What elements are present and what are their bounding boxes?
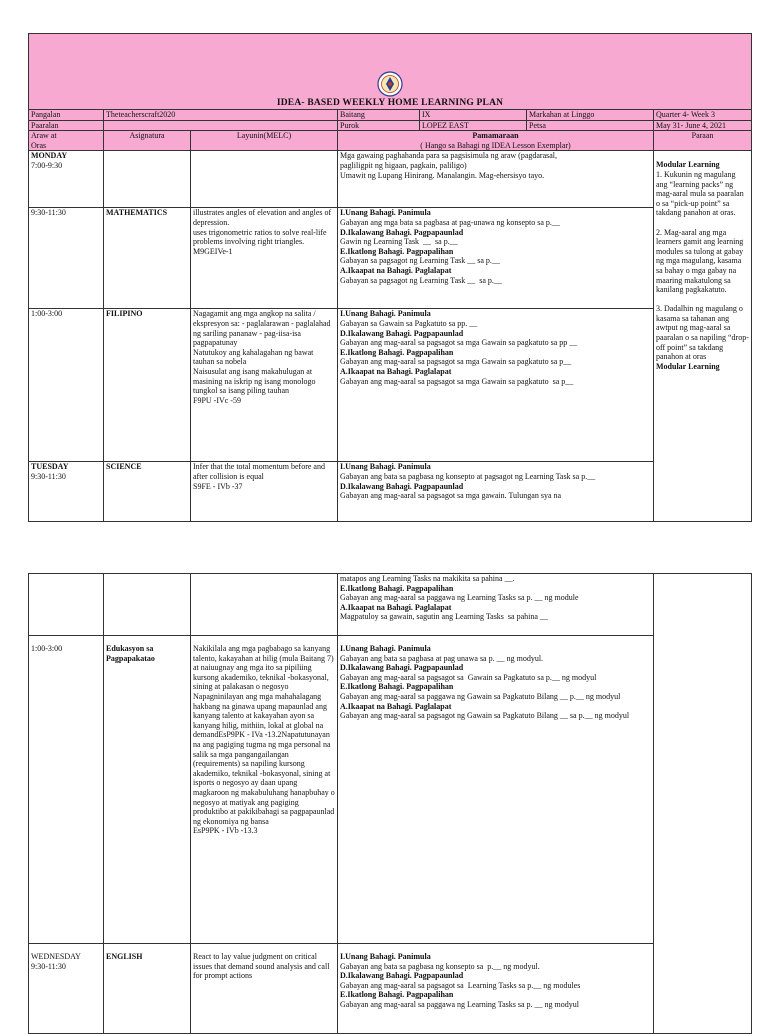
step-text: Gabayan ang bata sa pagbasa ng konsepto at pagsagot ng Learning Task sa p.__ bbox=[340, 471, 596, 481]
step-heading: I.Unang Bahagi. Panimula bbox=[340, 644, 431, 653]
table-row bbox=[29, 309, 752, 462]
day-label: TUESDAY bbox=[31, 462, 69, 472]
table-row bbox=[29, 636, 752, 944]
step-text: Gabayan ang mag-aaral sa pagsagot sa Gawain sa Pagkatuto sa p.__ ng modyul bbox=[340, 672, 597, 682]
table-row bbox=[29, 462, 752, 522]
paraan-step-3: 3. Dadalhin ng magulang o kasama sa tahanan ang awtput ng mag-aaral sa paaralan o sa napiling “drop-off point” sa takdang panahon at oras bbox=[656, 304, 749, 362]
step-heading: D.Ikalawang Bahagi. Pagpapaunlad bbox=[340, 227, 464, 237]
table-row bbox=[29, 151, 752, 208]
col-header-asignatura: Asignatura bbox=[104, 131, 191, 151]
melc-text: Nakikilala ang mga pagbabago sa kanyang talento, kakayahan at hilig (mula Baitang 7) at naiuugnay ang mga ito sa pipiliing kursong akademiko, teknikal -bokasyonal, sining at palakasan o negosyo Napagninilayan ang mga mahahalagang hakbang na ginawa upang mapaunlad ang kanyang talento at kakayahan ayon sa kanyang hilig, mithiin, lokal at global na demandEsP9PK - IVa -13.2Napatutunayan na ang pagiging tugma ng mga personal na salik sa mga pangangailangan (requirements) sa napiling kursong akademiko, teknikal -bokasyonal, sining at isports o negosyo ay daan upang magkaroon ng makabuluhang hanapbuhay o negosyo at matiyak ang pagiging produktibo at pakikibahagi sa pagpapaunlad ng ekonomiya ng bansa EsP9PK - IVb -13.3 bbox=[193, 644, 335, 836]
step-heading: I.Unang Bahagi. Panimula bbox=[340, 952, 431, 961]
table-row bbox=[29, 574, 752, 636]
step-heading: I.Unang Bahagi. Panimula bbox=[340, 309, 431, 319]
table-row bbox=[29, 208, 752, 309]
step-heading: E.Ikatlong Bahagi. Pagpapalihan bbox=[340, 347, 454, 357]
subject-cell: Edukasyon sa Pagpapakatao bbox=[104, 636, 191, 944]
label-purok: Purok bbox=[338, 120, 420, 131]
label-petsa: Petsa bbox=[527, 120, 654, 131]
step-text: Gabayan ang mag-aaral sa paggawa ng Learning Tasks sa p. __ ng modyul bbox=[340, 999, 579, 1009]
melc-text: Infer that the total momentum before and after collision is equal S9FE - IVb -37 bbox=[193, 462, 325, 491]
step-heading: E.Ikatlong Bahagi. Pagpapalihan bbox=[340, 583, 454, 593]
plan-title: IDEA- BASED WEEKLY HOME LEARNING PLAN bbox=[276, 98, 504, 109]
step-text: Gawin ng Learning Task __ sa p.__ bbox=[340, 237, 458, 247]
paraan-step-2: 2. Mag-aaral ang mga learners gamit ang learning modules sa tulong at gabay ng mga magulang, kasama sa bahay o mga gabay na maaring makatulong sa kanilang pagkakatuto. bbox=[656, 227, 744, 295]
step-text: Gabayan ang mag-aaral sa pagsagot sa mga gawain. Tulungan sya na bbox=[340, 491, 562, 501]
step-text: Gabayan ang mga bata sa pagbasa at pag-unawa ng konsepto sa p.__ bbox=[340, 217, 560, 227]
melc-cell bbox=[191, 208, 338, 309]
step-text: Gabayan sa pagsagot ng Learning Task __ sa p.__ bbox=[340, 256, 500, 266]
step-heading: A.Ikaapat na Bahagi. Paglalapat bbox=[340, 265, 452, 275]
activity-line: pagliligpit ng higaan, pagkain, paliligo) bbox=[340, 160, 467, 170]
subject-cell: MATHEMATICS bbox=[104, 208, 191, 309]
subject-cell: ENGLISH bbox=[104, 944, 191, 1034]
activity-cell bbox=[338, 151, 654, 208]
subject-cell: FILIPINO bbox=[104, 309, 191, 462]
step-text: Gabayan ang mag-aaral sa pagsagot sa mga Gawain sa pagkatuto sa p__ bbox=[340, 357, 572, 367]
day-cell bbox=[29, 462, 104, 522]
activity-line: Umawit ng Lupang Hinirang. Manalangin. Mag-ehersisyo tayo. bbox=[340, 170, 545, 180]
spacer bbox=[656, 295, 749, 305]
label-markahan: Markahan at Linggo bbox=[527, 110, 654, 121]
col-header-araw-text: Araw at Oras bbox=[31, 131, 57, 150]
deped-seal-icon bbox=[377, 71, 403, 97]
subject-cell bbox=[104, 151, 191, 208]
melc-cell bbox=[191, 151, 338, 208]
time-cell: 1:00-3:00 bbox=[29, 636, 104, 944]
label-pangalan: Pangalan bbox=[29, 110, 104, 121]
step-text: Gabayan ang mag-aaral sa paggawa ng Gawain sa Pagkatuto Bilang __ p.__ ng modyul bbox=[340, 691, 621, 701]
step-text: matapos ang Learning Tasks na makikita sa pahina __. bbox=[340, 574, 515, 583]
time-label: 9:30-11:30 bbox=[31, 961, 66, 971]
label-baitang: Baitang bbox=[338, 110, 420, 121]
subject-cell: SCIENCE bbox=[104, 462, 191, 522]
step-heading: A.Ikaapat na Bahagi. Paglalapat bbox=[340, 701, 452, 711]
melc-cell bbox=[191, 636, 338, 944]
col-header-pamamaraan-sub: ( Hango sa Bahagi ng IDEA Lesson Exemplar) bbox=[420, 140, 571, 150]
step-heading: D.Ikalawang Bahagi. Pagpapaunlad bbox=[340, 328, 464, 338]
melc-text: Nagagamit ang mga angkop na salita / ekspresyon sa: - paglalarawan - paglalahad ng sariling pananaw - pag-iisa-isa pagpapatunay Natutukoy ang kahalagahan ng bawat tauhan sa nobela Naisusulat ang isang makahulugan at masining na iskrip ng isang monologo tungkol sa isang piling tauhan F9PU -IVc -59 bbox=[193, 309, 331, 405]
step-text: Gabayan ang mag-aaral sa pagsagot ng Gawain sa Pagkatuto Bilang __ sa p.__ ng modyul bbox=[340, 711, 630, 721]
step-text: Magpatuloy sa gawain, sagutin ang Learning Tasks sa pahina __ bbox=[340, 612, 548, 622]
value-markahan: Quarter 4- Week 3 bbox=[654, 110, 752, 121]
melc-cell bbox=[191, 944, 338, 1034]
col-header-pamamaraan-title: Pamamaraan bbox=[472, 131, 519, 141]
time-cell: 9:30-11:30 bbox=[29, 208, 104, 309]
step-heading: I.Unang Bahagi. Panimula bbox=[340, 462, 431, 472]
paraan-title: Modular Learning bbox=[656, 160, 720, 170]
step-text: Gabayan ang bata sa pagbasa at pag unawa sa p. __ ng modyul. bbox=[340, 653, 544, 663]
melc-text: React to lay value judgment on critical issues that demand sound analysis and call for prompt actions bbox=[193, 952, 332, 981]
step-heading: D.Ikalawang Bahagi. Pagpapaunlad bbox=[340, 971, 464, 981]
value-purok: LOPEZ EAST bbox=[420, 120, 527, 131]
step-text: Gabayan ang mag-aaral sa pagsagot sa Learning Tasks sa p.__ ng modules bbox=[340, 980, 581, 990]
spacer bbox=[656, 218, 749, 228]
paraan-cell bbox=[654, 574, 752, 1034]
learning-plan-page-1 bbox=[28, 33, 752, 522]
time-label: 7:00-9:30 bbox=[31, 160, 63, 170]
melc-cell bbox=[191, 309, 338, 462]
col-header-layunin: Layunin(MELC) bbox=[191, 131, 338, 151]
col-header-pamamaraan bbox=[338, 131, 654, 151]
table-row bbox=[29, 944, 752, 1034]
paraan-footer: Modular Learning bbox=[656, 361, 720, 371]
activity-cell bbox=[338, 208, 654, 309]
col-header-araw bbox=[29, 131, 104, 151]
step-text: Gabayan sa Gawain sa Pagkatuto sa pp. __ bbox=[340, 318, 478, 328]
melc-text: illustrates angles of elevation and angles of depression. uses trigonometric ratios to solve real-life problems involving right triangles. M9GEIVe-1 bbox=[193, 208, 332, 256]
value-pangalan: Theteacherscraft2020 bbox=[104, 110, 338, 121]
day-label: WEDNESDAY bbox=[31, 952, 81, 961]
time-cell bbox=[29, 574, 104, 636]
activity-cell bbox=[338, 309, 654, 462]
step-heading: E.Ikatlong Bahagi. Pagpapalihan bbox=[340, 990, 454, 1000]
step-text: Gabayan ang mag-aaral sa pagsagot sa mga Gawain sa pagkatuto sa pp __ bbox=[340, 338, 578, 348]
step-text: Gabayan sa pagsagot ng Learning Task __ sa p.__ bbox=[340, 275, 502, 285]
plan-banner bbox=[29, 34, 752, 110]
day-cell bbox=[29, 151, 104, 208]
activity-cell bbox=[338, 574, 654, 636]
step-heading: E.Ikatlong Bahagi. Pagpapalihan bbox=[340, 246, 454, 256]
paraan-step-1: 1. Kukunin ng magulang ang “learning packs” ng mag-aaral mula sa paaralan o sa “pick-up point” sa takdang panahon at oras. bbox=[656, 169, 744, 218]
step-heading: E.Ikatlong Bahagi. Pagpapalihan bbox=[340, 682, 454, 692]
activity-cell bbox=[338, 944, 654, 1034]
subject-cell bbox=[104, 574, 191, 636]
label-paaralan: Paaralan bbox=[29, 120, 104, 131]
value-paaralan bbox=[104, 120, 338, 131]
step-heading: D.Ikalawang Bahagi. Pagpapaunlad bbox=[340, 481, 464, 491]
time-cell: 1:00-3:00 bbox=[29, 309, 104, 462]
day-label: MONDAY bbox=[31, 151, 68, 161]
step-text: Gabayan ang mag-aaral sa pagsagot sa mga Gawain sa pagkatuto sa p__ bbox=[340, 376, 574, 386]
time-label: 9:30-11:30 bbox=[31, 471, 66, 481]
step-text: Gabayan ang bata sa pagbasa ng konsepto sa p.__ ng modyul. bbox=[340, 961, 540, 971]
melc-cell bbox=[191, 574, 338, 636]
col-header-paraan: Paraan bbox=[654, 131, 752, 151]
melc-cell bbox=[191, 462, 338, 522]
activity-line: Mga gawaing paghahanda para sa pagsisimula ng araw (pagdarasal, bbox=[340, 151, 558, 161]
day-cell bbox=[29, 944, 104, 1034]
step-text: Gabayan ang mag-aaral sa paggawa ng Learning Tasks sa p. __ ng module bbox=[340, 593, 579, 603]
activity-cell bbox=[338, 462, 654, 522]
step-heading: D.Ikalawang Bahagi. Pagpapaunlad bbox=[340, 663, 464, 673]
learning-plan-page-2 bbox=[28, 573, 752, 1034]
step-heading: I.Unang Bahagi. Panimula bbox=[340, 208, 431, 218]
paraan-cell bbox=[654, 151, 752, 522]
step-heading: A.Ikaapat na Bahagi. Paglalapat bbox=[340, 366, 452, 376]
activity-cell bbox=[338, 636, 654, 944]
value-petsa: May 31- June 4, 2021 bbox=[654, 120, 752, 131]
value-baitang: IX bbox=[420, 110, 527, 121]
step-heading: A.Ikaapat na Bahagi. Paglalapat bbox=[340, 602, 452, 612]
